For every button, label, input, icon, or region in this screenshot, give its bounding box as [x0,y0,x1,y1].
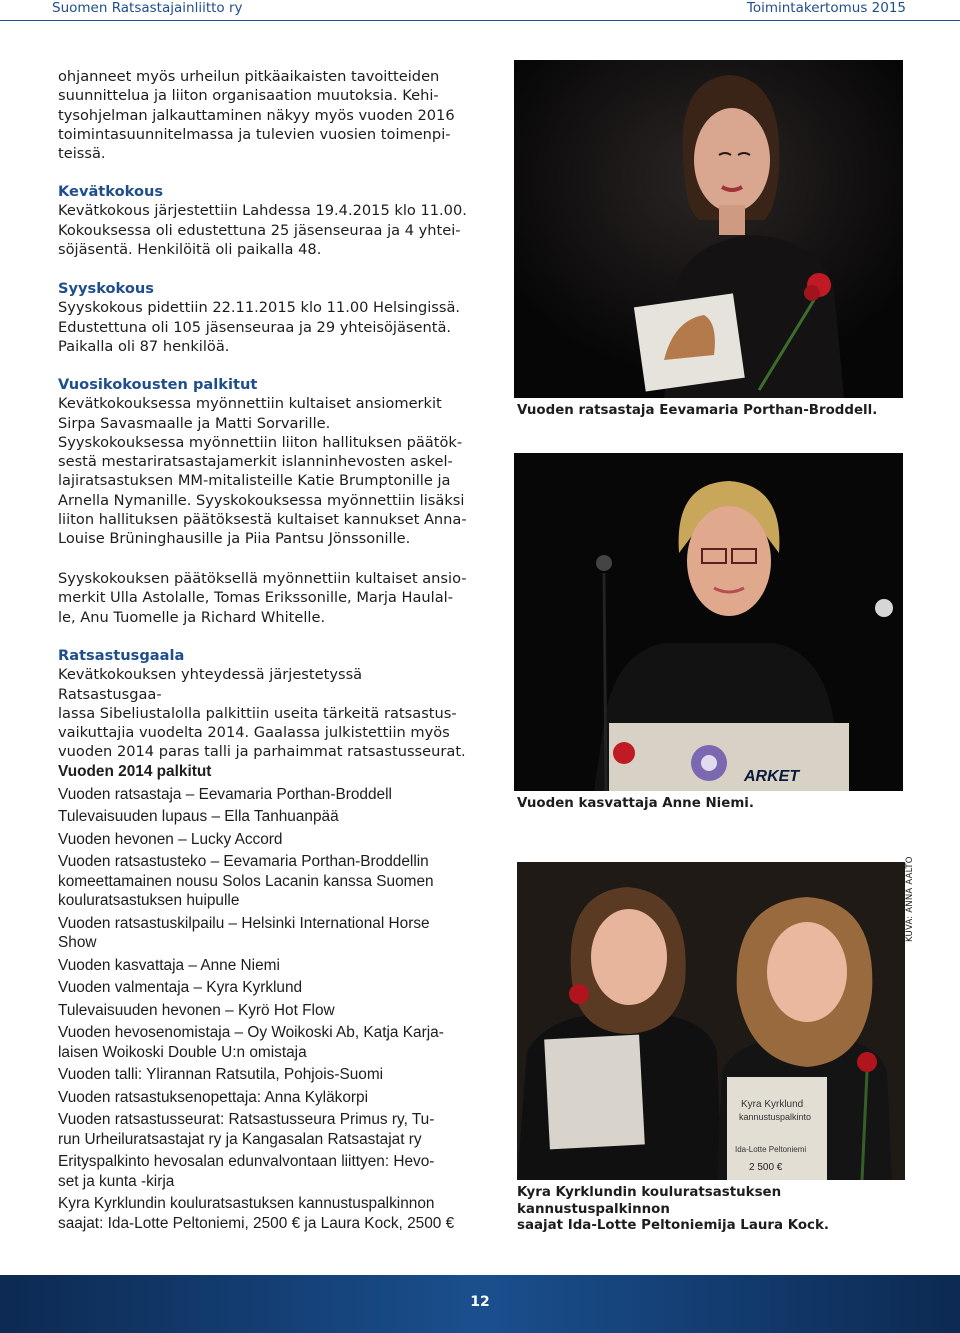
photo-caption-2: Vuoden kasvattaja Anne Niemi. [517,796,754,811]
award-item: Vuoden ratsastusseurat: Ratsastusseura Primus ry, Tu- run Urheiluratsastajat ry ja Kangasalan Ratsastajat ry [58,1111,435,1148]
award-item: Tulevaisuuden hevonen – Kyrö Hot Flow [58,1001,335,1019]
photo-rider-of-the-year [514,60,903,398]
intro-paragraph [58,67,468,163]
section-heading: Kevätkokous [58,183,164,200]
text-line: merkit Ulla Astolalle, Tomas Erikssonille, Marja Haulal- [58,589,453,607]
portrait-illustration [514,60,903,398]
text-line: vuoden 2014 paras talli ja parhaimmat ratsastusseurat. [58,743,466,761]
award-item: Tulevaisuuden lupaus – Ella Tanhuanpää [58,808,339,825]
award-item: Vuoden ratsastuskilpailu – Helsinki International Horse Show [58,914,430,951]
gala-section [58,646,468,762]
text-line: tysohjelman jalkauttaminen näkyy myös vuoden 2016 [58,106,455,124]
spring-meeting-section [58,182,468,259]
award-item: Vuoden valmentaja – Kyra Kyrklund [58,979,303,996]
photo-breeder-of-the-year [514,453,903,791]
page-footer [0,1275,960,1333]
awards-2014-section [58,762,468,1236]
text-line: söjäsentä. Henkilöitä oli paikalla 48. [58,240,322,258]
text-line: Kokouksessa oli edustettuna 25 jäsenseuraa ja 4 yhtei- [58,221,461,239]
text-line: Kevätkokouksessa myönnettiin kultaiset ansiomerkit [58,395,442,413]
page-number: 12 [470,1294,490,1310]
portrait-illustration [517,862,905,1180]
section-heading: Vuosikokousten palkitut [58,376,258,393]
certificate-subtitle: kannustuspalkinto [739,1112,812,1122]
text-line: le, Anu Tuomelle ja Richard Whitelle. [58,608,326,626]
header-organization: Suomen Ratsastajainliitto ry [52,0,243,16]
text-line: Syyskokouksen päätöksellä myönnettiin kultaiset ansio- [58,570,467,587]
text-line: Kevätkokouksen yhteydessä järjestetyssä Ratsastusgaa- [58,666,363,703]
autumn-meeting-section [58,279,468,356]
text-line: sestä mestariratsastajamerkit islanninhevosten askel- [58,453,453,471]
text-line: Syyskokouksessa myönnettiin liiton hallituksen päätök- [58,433,463,451]
text-line: ohjanneet myös urheilun pitkäaikaisten tavoitteiden [58,68,440,85]
text-line: suunnittelua ja liiton organisaation muutoksia. Kehi- [58,87,439,105]
certificate-recipient: Ida-Lotte Peltoniemi [735,1145,807,1154]
award-item: Vuoden ratsastaja – Eevamaria Porthan-Broddell [58,785,392,803]
text-line: Syyskokous pidettiin 22.11.2015 klo 11.00 Helsingissä. [58,299,461,317]
text-line: Louise Brüninghausille ja Piia Pantsu Jönssonille. [58,530,411,548]
page-header [0,0,960,21]
certificate-title: Kyra Kyrklund [741,1099,804,1110]
meeting-awards-section [58,375,468,549]
text-line: Sirpa Savasmaalle ja Matti Sorvarille. [58,414,331,432]
award-item: Kyra Kyrklundin kouluratsastuksen kannustuspalkinnon saajat: Ida-Lotte Peltoniemi, 2500 € ja Laura Kock, 2500 € [58,1195,455,1232]
text-line: liiton hallituksen päätöksestä kultaiset kannukset Anna- [58,511,467,529]
meeting-awards-paragraph-2 [58,569,468,627]
caption-line: Kyra Kyrklundin kouluratsastuksen kannustuspalkinnon [517,1185,782,1217]
award-item: Vuoden ratsastuksenopettaja: Anna Kyläkorpi [58,1088,369,1106]
awards-list [58,785,468,1234]
text-line: teissä. [58,145,106,163]
certificate-amount: 2 500 € [749,1162,783,1173]
award-item: Vuoden hevonen – Lucky Accord [58,830,283,848]
text-line: lajiratsastuksen MM-mitalisteille Katie Brumptonille ja [58,472,451,490]
text-line: vaikuttajia vuodelta 2014. Gaalassa julkistettiin myös [58,724,450,742]
section-heading: Ratsastusgaala [58,647,185,664]
text-line: toimintasuunnitelmassa ja tulevien vuosien toimenpi- [58,125,451,143]
award-item: Vuoden ratsastusteko – Eevamaria Porthan-Broddellin komeettamainen nousu Solos Lacanin kanssa Suomen kouluratsastuksen huipulle [58,853,434,909]
section-heading: Syyskokous [58,280,154,297]
award-item: Vuoden talli: Ylirannan Ratsutila, Pohjois-Suomi [58,1066,384,1083]
award-item: Vuoden kasvattaja – Anne Niemi [58,956,280,974]
text-line: Arnella Nymanille. Syyskokouksessa myönnettiin lisäksi [58,491,465,509]
section-heading: Vuoden 2014 palkitut [58,763,212,780]
award-item: Vuoden hevosenomistaja – Oy Woikoski Ab, Katja Karja- laisen Woikoski Double U:n omistaja [58,1024,444,1061]
text-line: Edustettuna oli 105 jäsenseuraa ja 29 yhteisöjäsentä. [58,318,452,336]
text-line: Kevätkokous järjestettiin Lahdessa 19.4.2015 klo 11.00. [58,202,467,220]
photo-caption-1: Vuoden ratsastaja Eevamaria Porthan-Broddell. [517,403,878,418]
text-line: lassa Sibeliustalolla palkittiin useita tärkeitä ratsastus- [58,704,457,722]
caption-line: saajat Ida-Lotte Peltoniemija Laura Kock. [517,1218,829,1233]
sign-text: ARKET [744,768,800,785]
award-item: Erityspalkinto hevosalan edunvalvontaan liittyen: Hevo- set ja kunta -kirja [58,1153,435,1190]
photo-credit: KUVA: ANNA AALTO [905,856,915,942]
header-report-title: Toimintakertomus 2015 [746,0,906,16]
portrait-illustration [514,453,903,791]
text-line: Paikalla oli 87 henkilöä. [58,337,230,355]
photo-encouragement-prize [517,862,905,1180]
photo-caption-3 [517,1185,907,1235]
